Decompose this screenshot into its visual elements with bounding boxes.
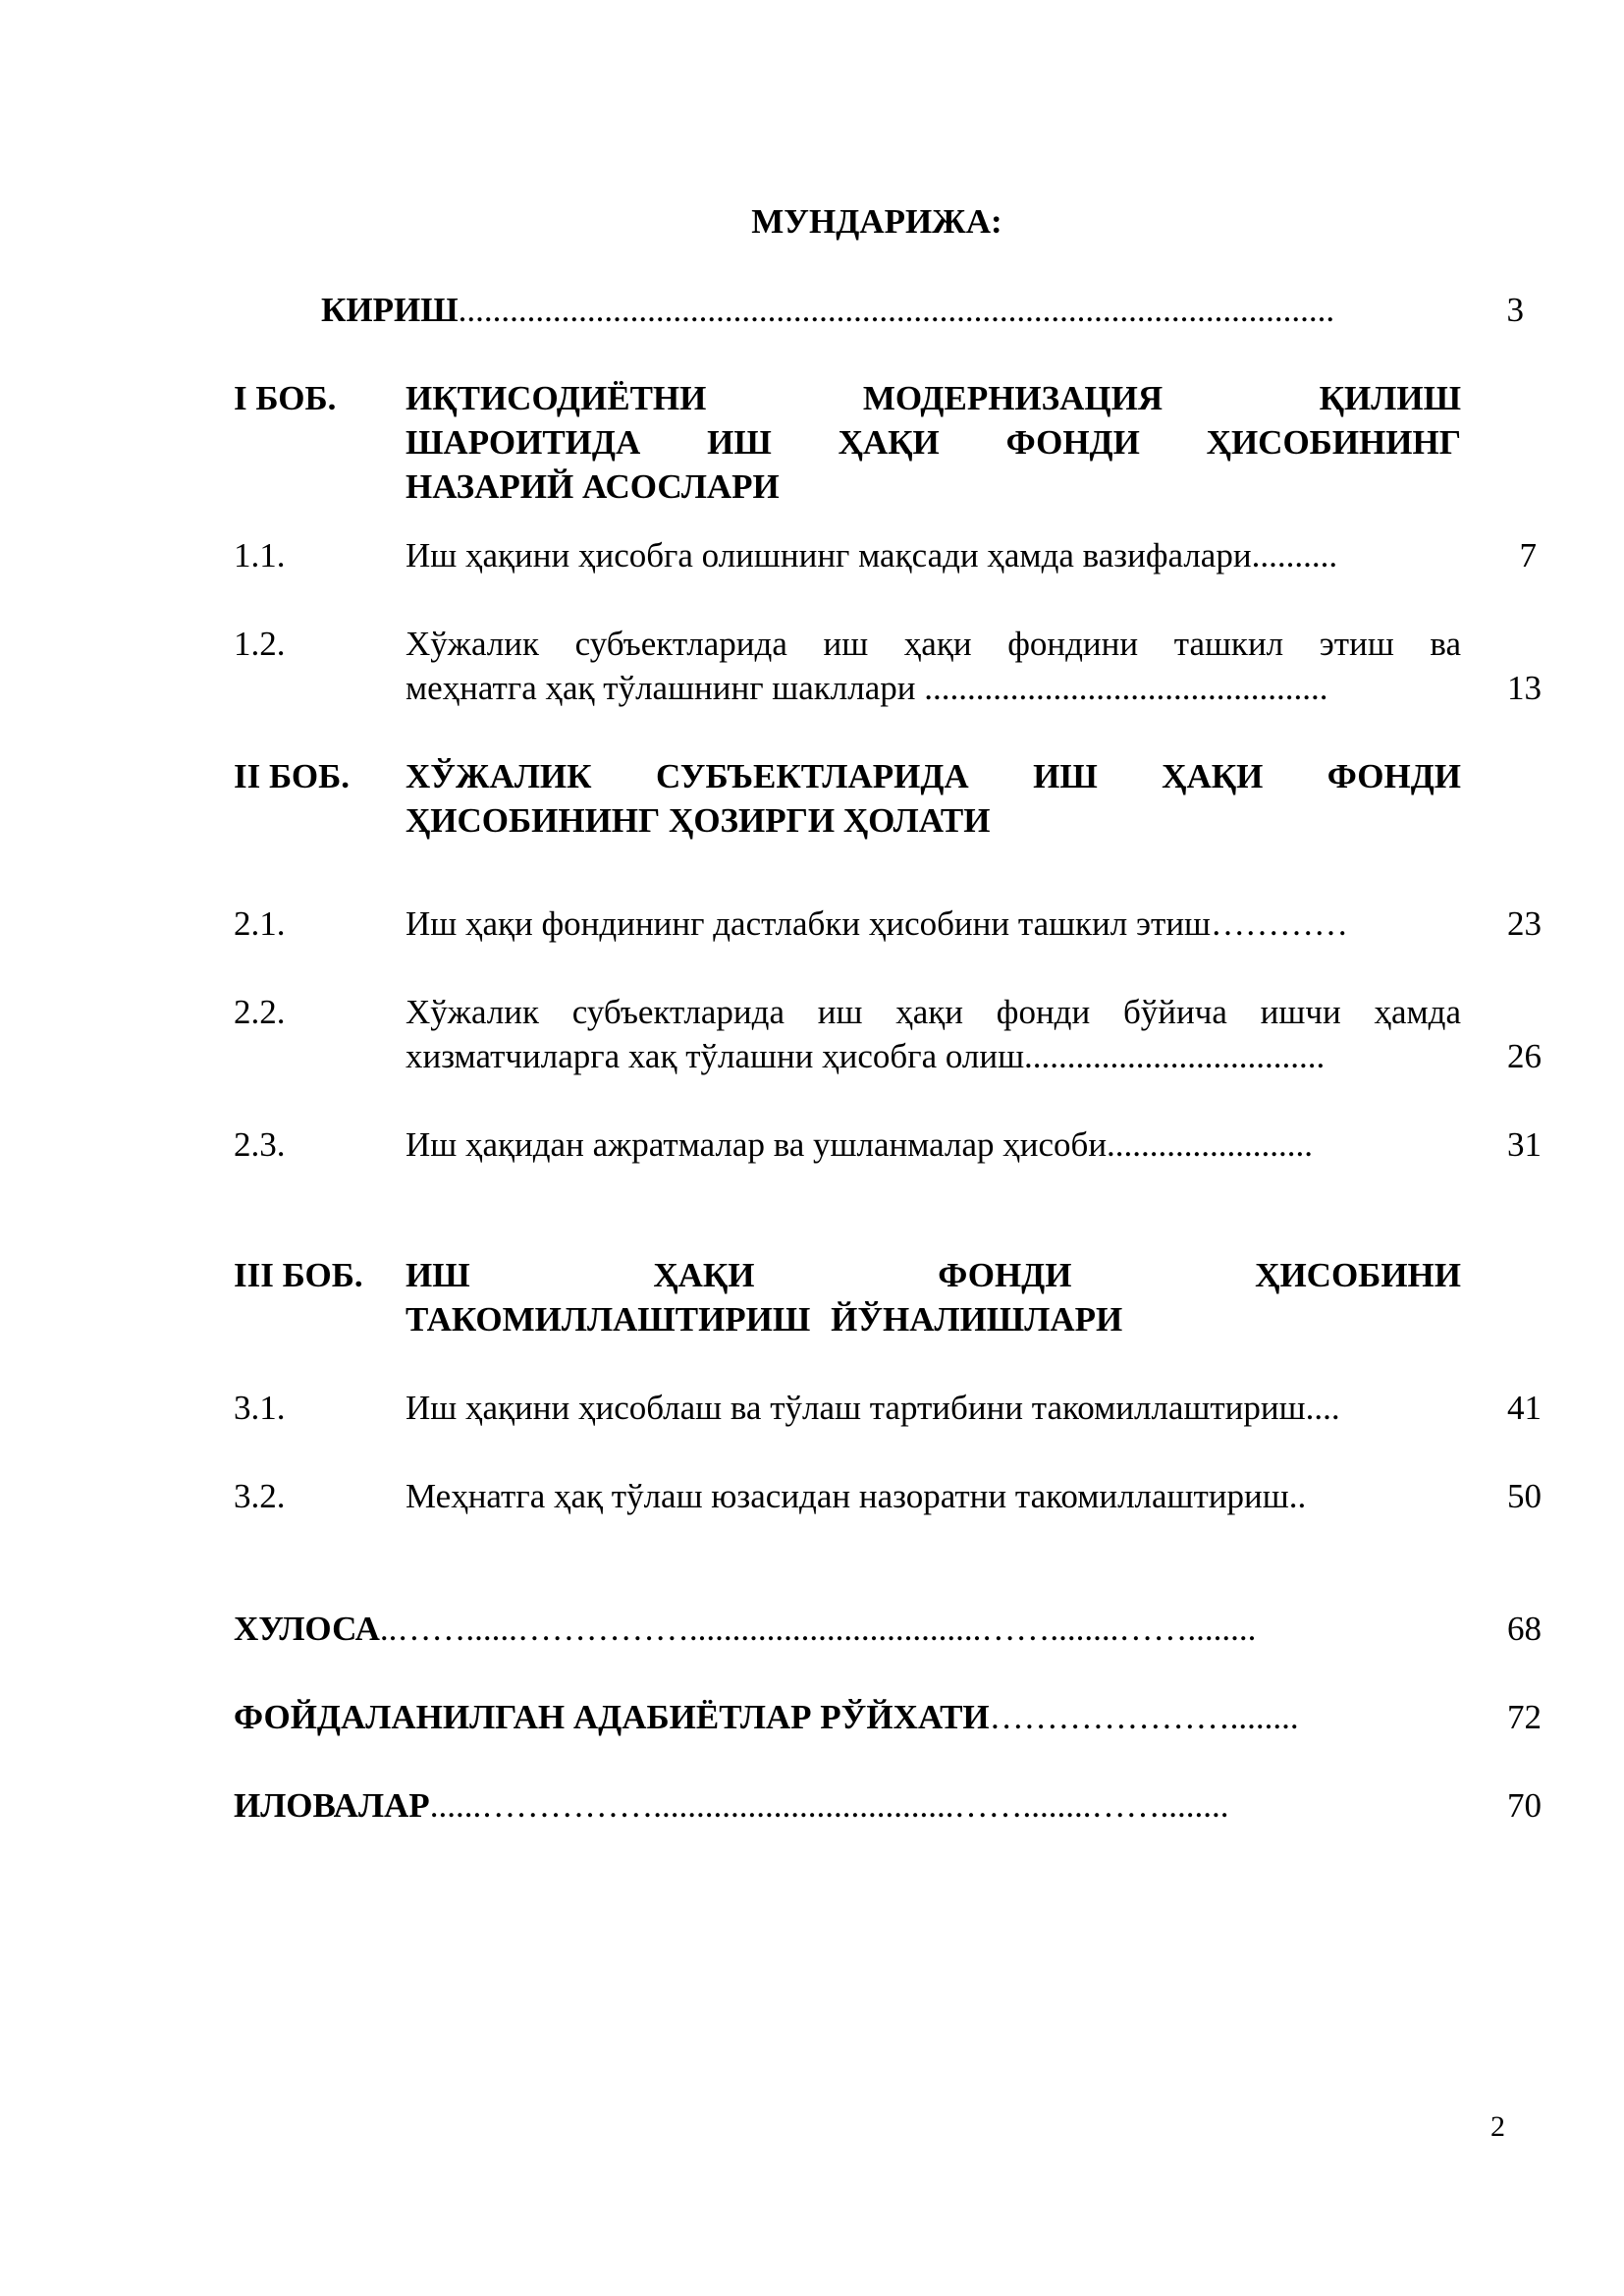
- toc-title: МУНДАРИЖА:: [751, 202, 1002, 241]
- section-title[interactable]: Иш ҳақини ҳисобга олишнинг мақсади ҳамда вазифалари..........: [406, 536, 1338, 574]
- section-title[interactable]: Меҳнатга ҳақ тўлаш юзасидан назоратни такомиллаштириш..: [406, 1477, 1307, 1515]
- section-title[interactable]: хизматчиларга хақ тўлашни ҳисобга олиш...................................: [406, 1037, 1326, 1075]
- toc-leader-dots: …………………........: [989, 1698, 1299, 1736]
- toc-entry-label: КИРИШ: [321, 291, 459, 329]
- section-number: 1.1.: [234, 536, 286, 574]
- toc-leader-dots: ..……......……………..................................……........……........: [379, 1610, 1257, 1648]
- chapter-label: II БОБ.: [234, 757, 351, 795]
- toc-page-number: 50: [1507, 1477, 1542, 1515]
- section-title[interactable]: меҳнатга ҳақ тўлашнинг шакллари ...............................................: [406, 669, 1328, 707]
- chapter-title-line[interactable]: ШАРОИТИДА ИШ ҲАҚИ ФОНДИ ҲИСОБИНИНГ: [406, 423, 1461, 462]
- toc-page-number: 31: [1507, 1125, 1542, 1164]
- section-number: 2.1.: [234, 904, 286, 943]
- chapter-title-line[interactable]: НАЗАРИЙ АСОСЛАРИ: [406, 467, 780, 506]
- chapter-title-line[interactable]: ҲИСОБИНИНГ ҲОЗИРГИ ҲОЛАТИ: [406, 801, 991, 840]
- section-number: 2.2.: [234, 993, 286, 1031]
- toc-entry-label: ИЛОВАЛАР: [234, 1786, 430, 1825]
- section-number: 3.2.: [234, 1477, 286, 1515]
- toc-entry-introduction[interactable]: [321, 288, 1480, 332]
- section-title[interactable]: Иш ҳақи фондининг дастлабки ҳисобини ташкил этиш…………: [406, 904, 1349, 943]
- toc-leader-dots: ......................................................................................................: [458, 291, 1335, 329]
- toc-page-number: 72: [1507, 1698, 1542, 1736]
- toc-page-number: 13: [1507, 669, 1542, 707]
- toc-page-number: 7: [1519, 536, 1537, 574]
- chapter-title-line[interactable]: ТАКОМИЛЛАШТИРИШ ЙЎНАЛИШЛАРИ: [406, 1300, 1123, 1339]
- toc-leader-dots: ......……………...................................……........……........: [429, 1786, 1229, 1825]
- toc-entry-conclusion[interactable]: [234, 1607, 1422, 1651]
- toc-page-number: 70: [1507, 1786, 1542, 1825]
- chapter-title-line[interactable]: ИШ ҲАҚИ ФОНДИ ҲИСОБИНИ: [406, 1256, 1461, 1294]
- toc-entry-bibliography[interactable]: [234, 1695, 1422, 1739]
- section-title[interactable]: Иш ҳақидан ажратмалар ва ушланмалар ҳисоби........................: [406, 1125, 1314, 1164]
- section-title[interactable]: Хўжалик субъектларида иш ҳақи фонди бўйича ишчи ҳамда: [406, 993, 1461, 1031]
- section-number: 3.1.: [234, 1389, 286, 1427]
- toc-entry-label: ХУЛОСА: [234, 1610, 380, 1648]
- toc-page-number: 68: [1507, 1610, 1542, 1648]
- chapter-title-line[interactable]: ИҚТИСОДИЁТНИ МОДЕРНИЗАЦИЯ ҚИЛИШ: [406, 379, 1461, 417]
- page-number: 2: [1490, 2110, 1505, 2143]
- toc-page-number: 26: [1507, 1037, 1542, 1075]
- chapter-label: III БОБ.: [234, 1256, 363, 1294]
- toc-page-number: 23: [1507, 904, 1542, 943]
- toc-entry-label: ФОЙДАЛАНИЛГАН АДАБИЁТЛАР РЎЙХАТИ: [234, 1698, 990, 1736]
- chapter-label: I БОБ.: [234, 379, 337, 417]
- chapter-title-line[interactable]: ХЎЖАЛИК СУБЪЕКТЛАРИДА ИШ ҲАҚИ ФОНДИ: [406, 757, 1461, 795]
- section-number: 1.2.: [234, 625, 286, 663]
- toc-entry-appendices[interactable]: [234, 1783, 1387, 1828]
- section-title[interactable]: Иш ҳақини ҳисоблаш ва тўлаш тартибини такомиллаштириш....: [406, 1389, 1340, 1427]
- toc-page-number: 3: [1506, 291, 1524, 329]
- section-number: 2.3.: [234, 1125, 286, 1164]
- section-title[interactable]: Хўжалик субъектларида иш ҳақи фондини ташкил этиш ва: [406, 625, 1461, 663]
- toc-page-number: 41: [1507, 1389, 1542, 1427]
